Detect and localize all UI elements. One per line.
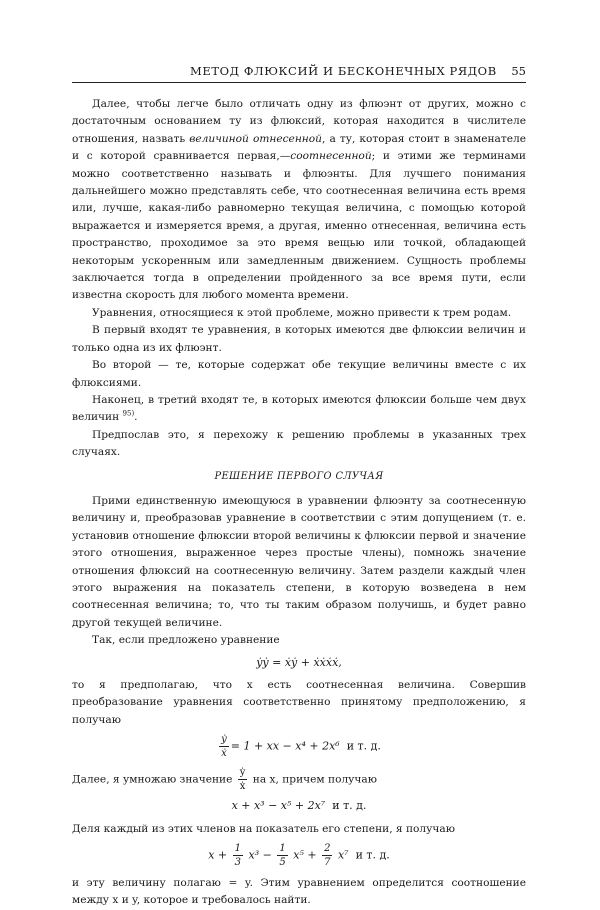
section-heading: РЕШЕНИЕ ПЕРВОГО СЛУЧАЯ bbox=[214, 470, 384, 482]
footnote-ref: 95) bbox=[122, 409, 135, 418]
equation-ratio: $\frac{\text{ẏ}}{\text{ẋ}}$ = 1 + xx − x⁴ + 2x⁶ и т. д. bbox=[221, 734, 381, 760]
paragraph-conclusion: и эту величину полагаю = y. Этим уравнением определится соотношение между x и y, которое и требовалось найти. bbox=[72, 877, 526, 907]
header-rule bbox=[72, 82, 526, 83]
equation-series: x + $\frac{1}{3}$ x³ − $\frac{1}{5}$ x⁵ + $\frac{2}{7}$ x⁷ и т. д. bbox=[208, 843, 390, 869]
fraction-one-fifth: $\frac{1}{5}$ bbox=[279, 843, 286, 869]
equation-product: x + x³ − x⁵ + 2x⁷ и т. д. bbox=[231, 799, 367, 813]
paragraph-divide: Деля каждый из этих членов на показатель его степени, я получаю bbox=[72, 822, 455, 835]
paragraph-example-intro: Так, если предложено уравнение bbox=[92, 634, 280, 647]
paragraph-solution-rule: Прими единственную имеющуюся в уравнении флюэнту за соотнесенную величину и, преобразовав уравнение в соответствии с этим допущением (т. е. установив отношение флюксии второй величины к флюксии первой и значение этого отношения, выраженное через простые члены), помножь значение отношения флюксий на соотнесенную величину. Затем раздели каждый член этого выражения на показатель степени, в которую возведена в нем соотнесенная величина; то, что ты таким образом получишь, и будет равно другой текущей величине. bbox=[72, 494, 526, 629]
fraction-two-sevenths: $\frac{2}{7}$ bbox=[324, 843, 331, 869]
paragraph-terms: Далее, чтобы легче было отличать одну из флюэнт от других, можно с достаточным основанием ту из флюксий, которая находится в числителе отношения, назвать величиной отнесенной, а ту, которая стоит в знаменателе и с которой сравнивается первая,—соотнесенной; и этими же терминами можно соответственно называть и флюэнты. Для лучшего понимания дальнейшего можно представлять себе, что соотнесенная величина есть время или, лучше, какая-либо равномерно текущая величина, с помощью которой выражается и измеряется время, а другая, именно отнесенная, величина есть пространство, проходимое за это время вещью или точкой, обладающей некоторым ускоренным или замедленным движением. Сущность проблемы заключается тогда в определении пройденного за все время пути, если известна скорость для любого момента времени. bbox=[72, 98, 526, 302]
paragraph-transition: Предпослав это, я перехожу к решению проблемы в указанных трех случаях. bbox=[72, 428, 526, 459]
paragraph-second-kind: Во второй — те, которые содержат обе текущие величины вместе с их флюксиями. bbox=[72, 359, 526, 389]
paragraph-third-kind: Наконец, в третий входят те, в которых имеются флюксии больше чем двух величин $^{95)}$. bbox=[72, 393, 526, 424]
paragraph-first-kind: В первый входят те уравнения, в которых имеются две флюксии величин и только одна из их флюэнт. bbox=[72, 324, 526, 354]
page-body bbox=[72, 96, 526, 910]
running-header bbox=[72, 60, 526, 84]
term-correlated-quantity: соотнесенной bbox=[290, 150, 372, 163]
paragraph-three-kinds: Уравнения, относящиеся к этой проблеме, можно привести к трем родам. bbox=[92, 306, 512, 319]
running-title: МЕТОД ФЛЮКСИЙ И БЕСКОНЕЧНЫХ РЯДОВ bbox=[190, 64, 497, 78]
term-related-quantity: величиной отнесенной bbox=[189, 132, 322, 145]
fraction-one-third: $\frac{1}{3}$ bbox=[234, 843, 242, 869]
fraction-y-over-x: $\frac{\text{ẏ}}{\text{ẋ}}$ bbox=[221, 734, 227, 760]
paragraph-multiply: Далее, я умножаю значение $\frac{\text{ẏ}}{\text{ẋ}}$ на x, причем получаю bbox=[72, 767, 377, 793]
fraction-inline: $\frac{\text{ẏ}}{\text{ẋ}}$ bbox=[239, 767, 246, 793]
paragraph-assumption: то я предполагаю, что x есть соотнесенная величина. Совершив преобразование уравнения соответственно принятому предположению, я получаю bbox=[72, 679, 526, 726]
equation-given: ẏẏ = ẋẏ + ẋẋẋẋ, bbox=[256, 655, 342, 669]
page-number: 55 bbox=[511, 64, 526, 78]
